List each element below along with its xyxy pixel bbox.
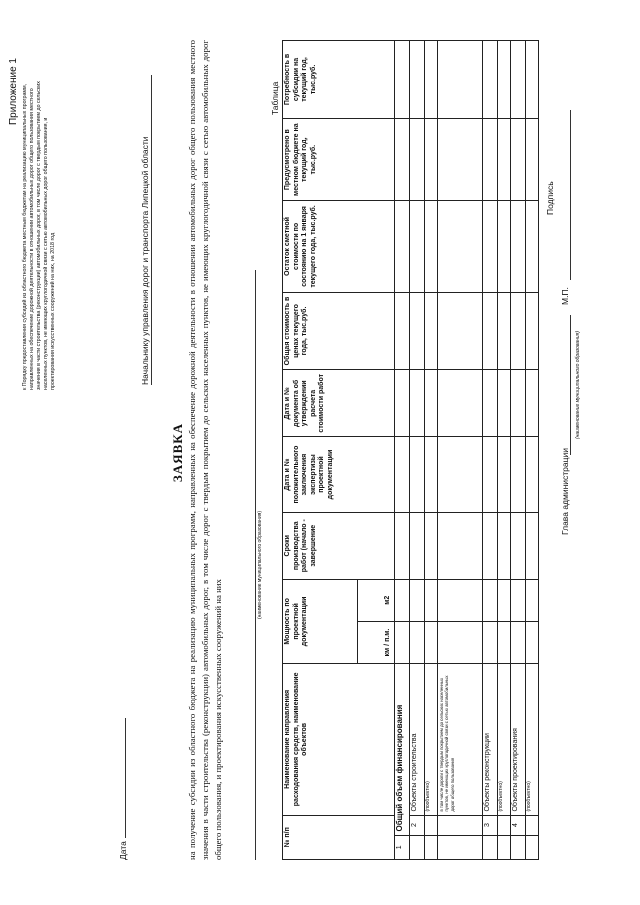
head-admin-caption: (наименование муниципального образования)	[575, 330, 581, 440]
cell[interactable]	[395, 621, 410, 663]
row-num	[498, 815, 511, 835]
cell[interactable]	[511, 512, 526, 579]
cell[interactable]	[410, 201, 425, 292]
cell[interactable]	[526, 201, 539, 292]
cell[interactable]	[498, 41, 511, 119]
header-num: № п/п	[283, 815, 395, 859]
stamp-label: М.П.	[560, 287, 570, 305]
table-row	[483, 41, 498, 860]
cell[interactable]	[526, 512, 539, 579]
request-table	[282, 40, 539, 860]
header-total-cost: Общая стоимость в ценах текущего года, тыс.руб.	[283, 292, 395, 370]
cell[interactable]	[425, 41, 438, 119]
cell[interactable]	[410, 292, 425, 370]
cell[interactable]	[498, 201, 511, 292]
cell[interactable]	[410, 119, 425, 201]
cell[interactable]	[395, 292, 410, 370]
cell[interactable]	[526, 41, 539, 119]
row-num: 1	[395, 835, 410, 859]
row-name: Объекты реконструкции	[483, 664, 498, 815]
appendix-note: к Порядку предоставления субсидий из областного бюджета местным бюджетам на реализацию муниципальных программ, направленных на обеспечение дорожной деятельности в отношении автомобильных дорог общего пользования местного значения в части строительства (реконструкции) автомобильных дорог, в том числе дорог с твердым покрытием до сельских населенных пунктов, не имеющих круглогодичной связи с сетью автомобильных дорог общего пользования, и проектирования искусственных сооружений на них, на 2018 год	[22, 81, 56, 390]
cell[interactable]	[483, 437, 498, 513]
cell[interactable]	[410, 437, 425, 513]
document-body: на получение субсидии из областного бюджета на реализацию муниципальных программ, направленных на обеспечение дорожной деятельности в отношении автомобильных дорог общего пользования местного значения в части строительства (реконструкции) автомобильных дорог, в том числе дорог с твердым покрытием до сельских населенных пунктов, не имеющих круглогодичной связи с сетью автомобильных дорог общего пользования, и проектирования искусственных сооружений на них	[187, 40, 223, 860]
indent-cell	[483, 835, 498, 859]
cell[interactable]	[526, 370, 539, 437]
header-capacity: Мощность по проектной документации	[283, 579, 358, 664]
row-num: 2	[410, 815, 425, 835]
document-title: ЗАЯВКА	[170, 422, 185, 483]
cell[interactable]	[410, 41, 425, 119]
row-name: Объекты строительства	[410, 664, 425, 815]
cell[interactable]	[410, 579, 425, 621]
header-remaining: Остаток сметной стоимости по состоянию на 1 января текущего года, тыс.руб.	[283, 201, 395, 292]
cell[interactable]	[438, 41, 483, 119]
cell[interactable]	[498, 437, 511, 513]
cell[interactable]	[511, 621, 526, 663]
table-row	[498, 41, 511, 860]
cell[interactable]	[425, 370, 438, 437]
cell[interactable]	[395, 201, 410, 292]
cell[interactable]	[526, 621, 539, 663]
cell[interactable]	[498, 579, 511, 621]
table-row	[526, 41, 539, 860]
cell[interactable]	[483, 292, 498, 370]
date-underline	[125, 718, 126, 838]
cell[interactable]	[511, 437, 526, 513]
cell[interactable]	[410, 370, 425, 437]
cell[interactable]	[511, 41, 526, 119]
signature-label: Подпись	[545, 181, 555, 215]
municipality-caption: (наименование муниципального образования)	[257, 511, 263, 619]
indent-cell	[438, 835, 483, 859]
header-capacity-km: км / п.м.	[358, 621, 395, 663]
table-label: Таблица	[270, 81, 280, 115]
signature-underline	[570, 110, 571, 280]
cell[interactable]	[498, 119, 511, 201]
row-name: (пообъектно)	[498, 664, 511, 815]
cell[interactable]	[395, 437, 410, 513]
cell[interactable]	[425, 292, 438, 370]
header-capacity-m2: м2	[358, 579, 395, 621]
cell[interactable]	[498, 292, 511, 370]
indent-cell	[526, 835, 539, 859]
row-num: 3	[483, 815, 498, 835]
header-expertise: Дата и № положительного заключения экспертизы проектной документации	[283, 437, 395, 513]
row-num	[526, 815, 539, 835]
row-num	[425, 815, 438, 835]
cell[interactable]	[483, 579, 498, 621]
table-row	[511, 41, 526, 860]
cell[interactable]	[425, 201, 438, 292]
indent-cell	[425, 835, 438, 859]
cell[interactable]	[438, 370, 483, 437]
head-admin-underline	[570, 315, 571, 455]
cell[interactable]	[526, 119, 539, 201]
cell[interactable]	[511, 292, 526, 370]
appendix-label: Приложение 1	[8, 58, 19, 125]
cell[interactable]	[511, 119, 526, 201]
row-name: Объекты проектирования	[511, 664, 526, 815]
cell[interactable]	[511, 579, 526, 621]
cell[interactable]	[438, 437, 483, 513]
cell[interactable]	[483, 119, 498, 201]
cell[interactable]	[483, 41, 498, 119]
row-num: 4	[511, 815, 526, 835]
cell[interactable]	[410, 512, 425, 579]
cell[interactable]	[483, 201, 498, 292]
cell[interactable]	[425, 119, 438, 201]
header-planned: Предусмотрено в местном бюджете на текущий год, тыс.руб.	[283, 119, 395, 201]
cell[interactable]	[395, 370, 410, 437]
cell[interactable]	[483, 512, 498, 579]
cell[interactable]	[438, 512, 483, 579]
indent-cell	[410, 835, 425, 859]
cell[interactable]	[438, 292, 483, 370]
row-name: Общий объем финансирования	[395, 664, 410, 835]
cell[interactable]	[498, 621, 511, 663]
cell[interactable]	[438, 579, 483, 621]
cell[interactable]	[526, 437, 539, 513]
cell[interactable]	[526, 292, 539, 370]
table-row	[410, 41, 425, 860]
cell[interactable]	[526, 579, 539, 621]
indent-cell	[498, 835, 511, 859]
row-num	[438, 815, 483, 835]
cell[interactable]	[395, 512, 410, 579]
row-name: (пообъектно)	[526, 664, 539, 815]
header-approval: Дата и № документа об утверждении расчета стоимости работ	[283, 370, 395, 437]
table-row	[425, 41, 438, 860]
cell[interactable]	[425, 512, 438, 579]
indent-cell	[511, 835, 526, 859]
cell[interactable]	[483, 370, 498, 437]
municipality-line	[245, 270, 256, 860]
cell[interactable]	[498, 512, 511, 579]
cell[interactable]	[425, 579, 438, 621]
header-need: Потребность в субсидии на текущий год, тыс.руб.	[283, 41, 395, 119]
cell[interactable]	[395, 119, 410, 201]
table-row	[438, 41, 483, 860]
head-admin-label: Глава администрации	[560, 447, 570, 535]
cell[interactable]	[438, 621, 483, 663]
addressee: Начальнику управления дорог и транспорта Липецкой области	[140, 75, 152, 385]
header-name: Наименование направления расходования средств, наименование объектов	[283, 664, 395, 815]
header-terms: Сроки производства работ (начало - завершение	[283, 512, 395, 579]
cell[interactable]	[410, 621, 425, 663]
cell[interactable]	[498, 370, 511, 437]
cell[interactable]	[511, 370, 526, 437]
table-row	[395, 41, 410, 860]
date-field	[118, 718, 128, 860]
cell[interactable]	[395, 41, 410, 119]
cell[interactable]	[395, 579, 410, 621]
cell[interactable]	[511, 201, 526, 292]
date-label: Дата	[118, 841, 128, 860]
cell[interactable]	[483, 621, 498, 663]
cell[interactable]	[425, 621, 438, 663]
cell[interactable]	[438, 201, 483, 292]
row-name: в том числе дороги с твердым покрытием до сельских населенных пунктов, не имеющих круглогодичной связи с сетью автомобильных дорог общего пользования	[438, 664, 483, 815]
cell[interactable]	[438, 119, 483, 201]
cell[interactable]	[425, 437, 438, 513]
row-name: (пообъектно)	[425, 664, 438, 815]
